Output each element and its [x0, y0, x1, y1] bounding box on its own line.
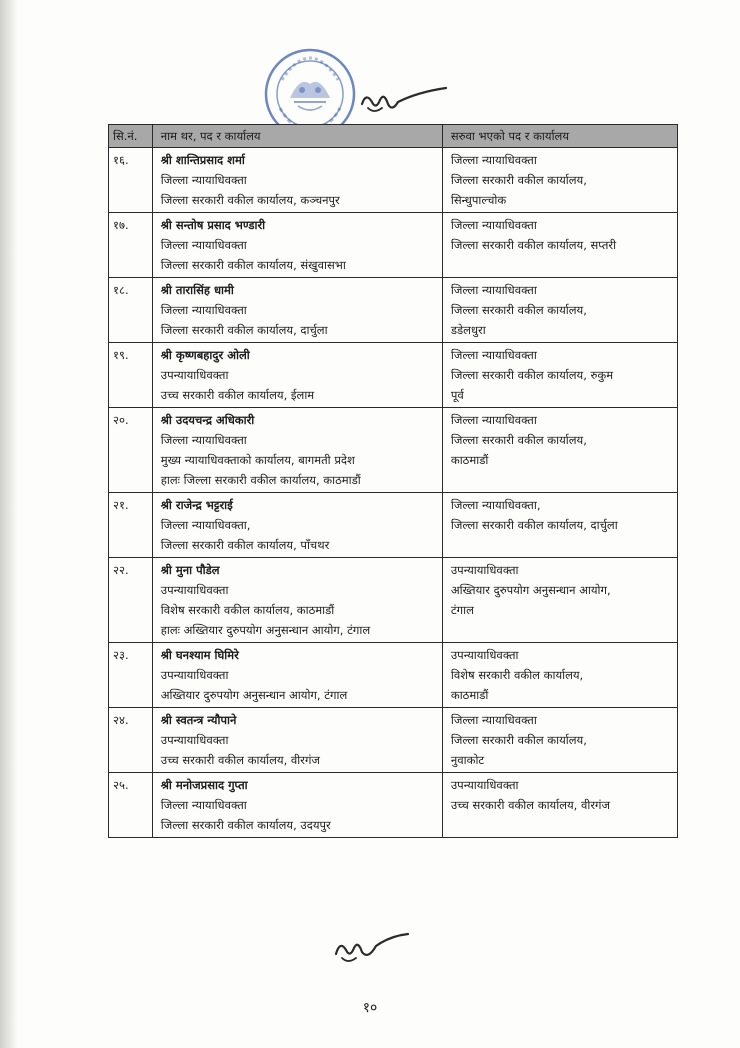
transfer-destination-line: काठमाडौं: [450, 453, 489, 467]
post-office-line: जिल्ला न्यायाधिवक्ता: [160, 238, 247, 252]
current-post-office-cell: [152, 643, 442, 708]
table-row: [109, 643, 678, 708]
officer-name: श्री तारासिंह धामी: [160, 283, 234, 297]
officer-name: श्री कृष्णबहादुर ओली: [160, 348, 250, 362]
current-post-office-cell: [152, 773, 442, 838]
table-row: [109, 708, 678, 773]
serial-number-cell: २३.: [109, 643, 153, 708]
serial-number-cell: २१.: [109, 493, 153, 558]
transfer-destination-line: काठमाडौं: [450, 688, 489, 702]
post-office-line: उपन्यायाधिवक्ता: [160, 583, 229, 597]
table-row: [109, 213, 678, 278]
post-office-line: विशेष सरकारी वकील कार्यालय, काठमाडौं: [160, 603, 335, 617]
transferred-post-office-cell: [442, 708, 677, 773]
current-post-office-cell: [152, 213, 442, 278]
post-office-line: जिल्ला न्यायाधिवक्ता,: [160, 518, 251, 532]
post-office-line: उपन्यायाधिवक्ता: [160, 733, 229, 747]
transfer-destination-line: जिल्ला न्यायाधिवक्ता: [450, 153, 537, 167]
scan-edge-shadow: [0, 0, 18, 1048]
transferred-post-office-cell: [442, 408, 677, 493]
officer-name: श्री स्वतन्त्र न्यौपाने: [160, 713, 237, 727]
post-office-line: जिल्ला सरकारी वकील कार्यालय, कञ्चनपुर: [160, 193, 340, 207]
post-office-line: अख्तियार दुरुपयोग अनुसन्धान आयोग, टंगाल: [160, 688, 348, 702]
header-serial-number: सि.नं.: [109, 125, 153, 148]
post-office-line: जिल्ला सरकारी वकील कार्यालय, उदयपुर: [160, 818, 331, 832]
transfer-destination-line: सिन्धुपाल्चोक: [450, 193, 507, 207]
post-office-line: हालः जिल्ला सरकारी वकील कार्यालय, काठमाडौं: [160, 473, 361, 487]
page-number: १०: [362, 1000, 378, 1016]
officer-name: श्री घनश्याम घिमिरे: [160, 648, 239, 662]
officer-name: श्री शान्तिप्रसाद शर्मा: [160, 153, 245, 167]
serial-number-cell: १९.: [109, 343, 153, 408]
serial-number-cell: १६.: [109, 148, 153, 213]
header-name-post-office: नाम थर, पद र कार्यालय: [152, 125, 442, 148]
current-post-office-cell: [152, 343, 442, 408]
post-office-line: उपन्यायाधिवक्ता: [160, 668, 229, 682]
transfer-destination-line: जिल्ला सरकारी वकील कार्यालय,: [450, 303, 587, 317]
transfer-destination-line: नुवाकोट: [450, 753, 485, 767]
header-transferred-post-office: सरुवा भएको पद र कार्यालय: [442, 125, 677, 148]
officer-name: श्री राजेन्द्र भट्टराई: [160, 498, 233, 512]
officer-name: श्री मनोजप्रसाद गुप्ता: [160, 778, 248, 792]
officer-name: श्री उदयचन्द्र अधिकारी: [160, 413, 255, 427]
table-body: [109, 148, 678, 838]
serial-number-cell: २४.: [109, 708, 153, 773]
serial-number-cell: २०.: [109, 408, 153, 493]
serial-number-cell: २२.: [109, 558, 153, 643]
post-office-line: मुख्य न्यायाधिवक्ताको कार्यालय, बागमती प्रदेश: [160, 453, 355, 467]
post-office-line: उच्च सरकारी वकील कार्यालय, वीरगंज: [160, 753, 320, 767]
post-office-line: उपन्यायाधिवक्ता: [160, 368, 229, 382]
transfer-destination-line: उपन्यायाधिवक्ता: [450, 778, 519, 792]
transfer-destination-line: जिल्ला सरकारी वकील कार्यालय, रुकुम: [450, 368, 614, 382]
post-office-line: उच्च सरकारी वकील कार्यालय, ईलाम: [160, 388, 315, 402]
transfer-destination-line: उच्च सरकारी वकील कार्यालय, वीरगंज: [450, 798, 611, 812]
current-post-office-cell: [152, 148, 442, 213]
table-row: [109, 558, 678, 643]
serial-number-cell: २५.: [109, 773, 153, 838]
transfer-destination-line: जिल्ला सरकारी वकील कार्यालय, दार्चुला: [450, 518, 618, 532]
transferred-post-office-cell: [442, 148, 677, 213]
transfer-destination-line: टंगाल: [450, 603, 474, 617]
post-office-line: जिल्ला न्यायाधिवक्ता: [160, 433, 247, 447]
transfer-destination-line: जिल्ला न्यायाधिवक्ता: [450, 713, 537, 727]
table-row: [109, 773, 678, 838]
post-office-line: जिल्ला सरकारी वकील कार्यालय, पाँचथर: [160, 538, 330, 552]
officer-name: श्री मुना पौडेल: [160, 563, 220, 577]
serial-number-cell: १७.: [109, 213, 153, 278]
transfer-destination-line: जिल्ला सरकारी वकील कार्यालय,: [450, 433, 587, 447]
current-post-office-cell: [152, 558, 442, 643]
transfer-destination-line: जिल्ला न्यायाधिवक्ता,: [450, 498, 541, 512]
current-post-office-cell: [152, 278, 442, 343]
transferred-post-office-cell: [442, 643, 677, 708]
table-row: [109, 278, 678, 343]
transfer-destination-line: उपन्यायाधिवक्ता: [450, 563, 519, 577]
table-header-row: [109, 125, 678, 148]
transfer-destination-line: डडेलधुरा: [450, 323, 486, 337]
transfer-destination-line: जिल्ला न्यायाधिवक्ता: [450, 348, 537, 362]
transfer-destination-line: जिल्ला न्यायाधिवक्ता: [450, 283, 537, 297]
table-row: [109, 408, 678, 493]
transferred-post-office-cell: [442, 343, 677, 408]
transferred-post-office-cell: [442, 278, 677, 343]
table-row: [109, 493, 678, 558]
current-post-office-cell: [152, 708, 442, 773]
signature-mark-bottom: [330, 928, 410, 968]
post-office-line: जिल्ला सरकारी वकील कार्यालय, दार्चुला: [160, 323, 328, 337]
transferred-post-office-cell: [442, 213, 677, 278]
post-office-line: जिल्ला न्यायाधिवक्ता: [160, 798, 247, 812]
transfer-destination-line: पूर्व: [450, 388, 464, 402]
table-row: [109, 148, 678, 213]
officer-name: श्री सन्तोष प्रसाद भण्डारी: [160, 218, 266, 232]
transfer-table: [108, 124, 678, 838]
post-office-line: हालः अख्तियार दुरुपयोग अनुसन्धान आयोग, टंगाल: [160, 623, 371, 637]
signature-mark-top: [358, 82, 448, 122]
table-row: [109, 343, 678, 408]
transferred-post-office-cell: [442, 773, 677, 838]
transferred-post-office-cell: [442, 558, 677, 643]
transfer-destination-line: उपन्यायाधिवक्ता: [450, 648, 519, 662]
post-office-line: जिल्ला न्यायाधिवक्ता: [160, 173, 247, 187]
transfer-destination-line: जिल्ला सरकारी वकील कार्यालय, सप्तरी: [450, 238, 617, 252]
post-office-line: जिल्ला न्यायाधिवक्ता: [160, 303, 247, 317]
post-office-line: जिल्ला सरकारी वकील कार्यालय, संखुवासभा: [160, 258, 346, 272]
serial-number-cell: १८.: [109, 278, 153, 343]
transfer-destination-line: जिल्ला न्यायाधिवक्ता: [450, 413, 537, 427]
transfer-destination-line: अख्तियार दुरुपयोग अनुसन्धान आयोग,: [450, 583, 611, 597]
transfer-destination-line: विशेष सरकारी वकील कार्यालय,: [450, 668, 584, 682]
transferred-post-office-cell: [442, 493, 677, 558]
current-post-office-cell: [152, 408, 442, 493]
transfer-destination-line: जिल्ला सरकारी वकील कार्यालय,: [450, 173, 587, 187]
transfer-destination-line: जिल्ला न्यायाधिवक्ता: [450, 218, 537, 232]
transfer-destination-line: जिल्ला सरकारी वकील कार्यालय,: [450, 733, 587, 747]
current-post-office-cell: [152, 493, 442, 558]
